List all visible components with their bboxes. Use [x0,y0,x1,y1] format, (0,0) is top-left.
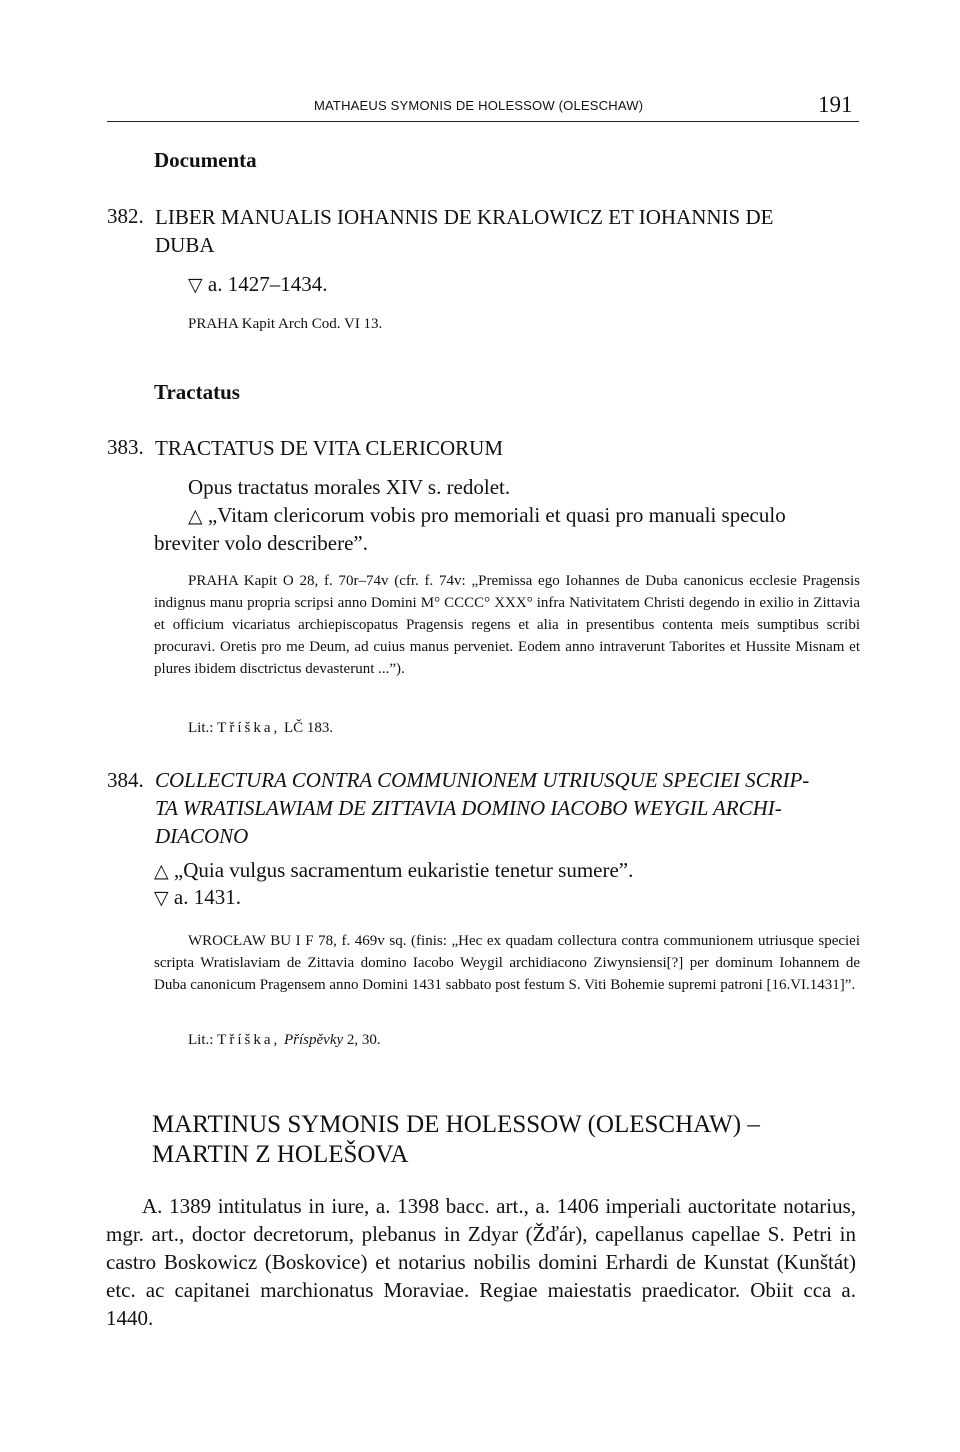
manuscript-note-384: WROCŁAW BU I F 78, f. 469v sq. (finis: „Hec ex quadam collectura contra communionem utriusque speciei scripta Wratislaviam de Zittavia domino Iacobo Weygil archidiacono Ziwynsiensi[?] per dominum Iohannem de Duba canonicum Pragensem anno Domini 1431 sabbato post festum S. Viti Bohemie supremi patroni [16.VI.1431]”. [154,933,860,993]
entry-date-382 [188,272,327,297]
author-heading-line2: MARTIN Z HOLEŠOVA [152,1141,409,1168]
header-rule [107,121,859,122]
up-triangle-icon: △ [154,860,169,882]
entry-title-382-line1: LIBER MANUALIS IOHANNIS DE KRALOWICZ ET IOHANNIS DE [155,205,774,229]
incipit-line2: breviter volo describere”. [154,531,368,555]
lit-label: Lit.: [188,720,214,736]
entry-title-382-line2: DUBA [155,233,215,257]
page-number: 191 [818,92,853,117]
entry-title-384-line2: TA WRATISLAWIAM DE ZITTAVIA DOMINO IACOBO WEYGIL ARCHI- [155,796,782,820]
author-heading-line1: MARTINUS SYMONIS DE HOLESSOW (OLESCHAW) – [152,1111,760,1138]
author-heading [152,1110,760,1170]
section-heading-tractatus: Tractatus [154,380,240,404]
section-heading-documenta: Documenta [154,148,257,172]
lit-label: Lit.: [188,1032,214,1048]
author-biography: A. 1389 intitulatus in iure, a. 1398 bacc. art., a. 1406 imperiali auctoritate notarius, mgr. art., doctor decretorum, plebanus in Zdyar (Žďár), capellanus capellae S. Petri in castro Boskowicz (Boskovice) et notarius nobilis domini Erhardi de Kunstat (Kunštát) etc. ac capitanei marchionatus Moraviae. Regiae maiestatis praedicator. Obiit cca a. 1440. [106,1194,856,1330]
lit-author: Tříška, [217,1032,281,1048]
incipit-text: „Quia vulgus sacramentum eukaristie tenetur sumere”. [173,858,634,882]
down-triangle-icon: ▽ [154,887,169,909]
entry-number-384: 384. [107,768,144,792]
entry-number-382: 382. [107,204,144,228]
lit-work: Příspěvky [284,1032,344,1048]
lit-author: Tříška, [217,720,281,736]
date-text: a. 1431. [173,885,241,909]
literature-383 [188,720,333,737]
literature-384 [188,1032,381,1049]
incipit-383 [154,502,860,557]
entry-title-384-line1: COLLECTURA CONTRA COMMUNIONEM UTRIUSQUE SPECIEI SCRIP- [155,768,810,792]
down-triangle-icon: ▽ [188,274,203,296]
lit-ref: 2, 30. [346,1032,381,1048]
entry-title-384-line3: DIACONO [155,824,249,848]
entry-title-382 [155,203,860,259]
entry-title-383: TRACTATUS DE VITA CLERICORUM [155,436,504,460]
manuscript-note-383: PRAHA Kapit O 28, f. 70r–74v (cfr. f. 74v: „Premissa ego Iohannes de Duba canonicus ecclesie Pragensis indignus manu propria scripsi anno Domini M° CCCC° XXX° infra Nativitatem Christi degendo in exilio in Zittavia et officium vicariatus archiepiscopatus Pragensis regens et alia in presentibus contenta meis sumptibus scribi procuravi. Oretis pro me Deum, ad cuius manus perveniet. Eodem anno intraverunt Taborites et Hussite Misnam et plures ibidem disctrictus devasterunt ...”). [154,573,860,677]
incipit-line1: „Vitam clericorum vobis pro memoriali et quasi pro manuali speculo [207,503,786,527]
entry-note-383: Opus tractatus morales XIV s. redolet. [188,475,511,499]
manuscript-location-382: PRAHA Kapit Arch Cod. VI 13. [188,316,383,332]
lit-ref: LČ 183. [284,720,334,736]
entry-number-383: 383. [107,435,144,459]
date-text: a. 1427–1434. [207,272,328,296]
entry-date-384 [154,885,241,910]
entry-title-384 [155,766,865,850]
up-triangle-icon: △ [188,505,203,527]
incipit-384 [154,858,633,883]
running-title: MATHAEUS SYMONIS DE HOLESSOW (OLESCHAW) [314,98,644,113]
